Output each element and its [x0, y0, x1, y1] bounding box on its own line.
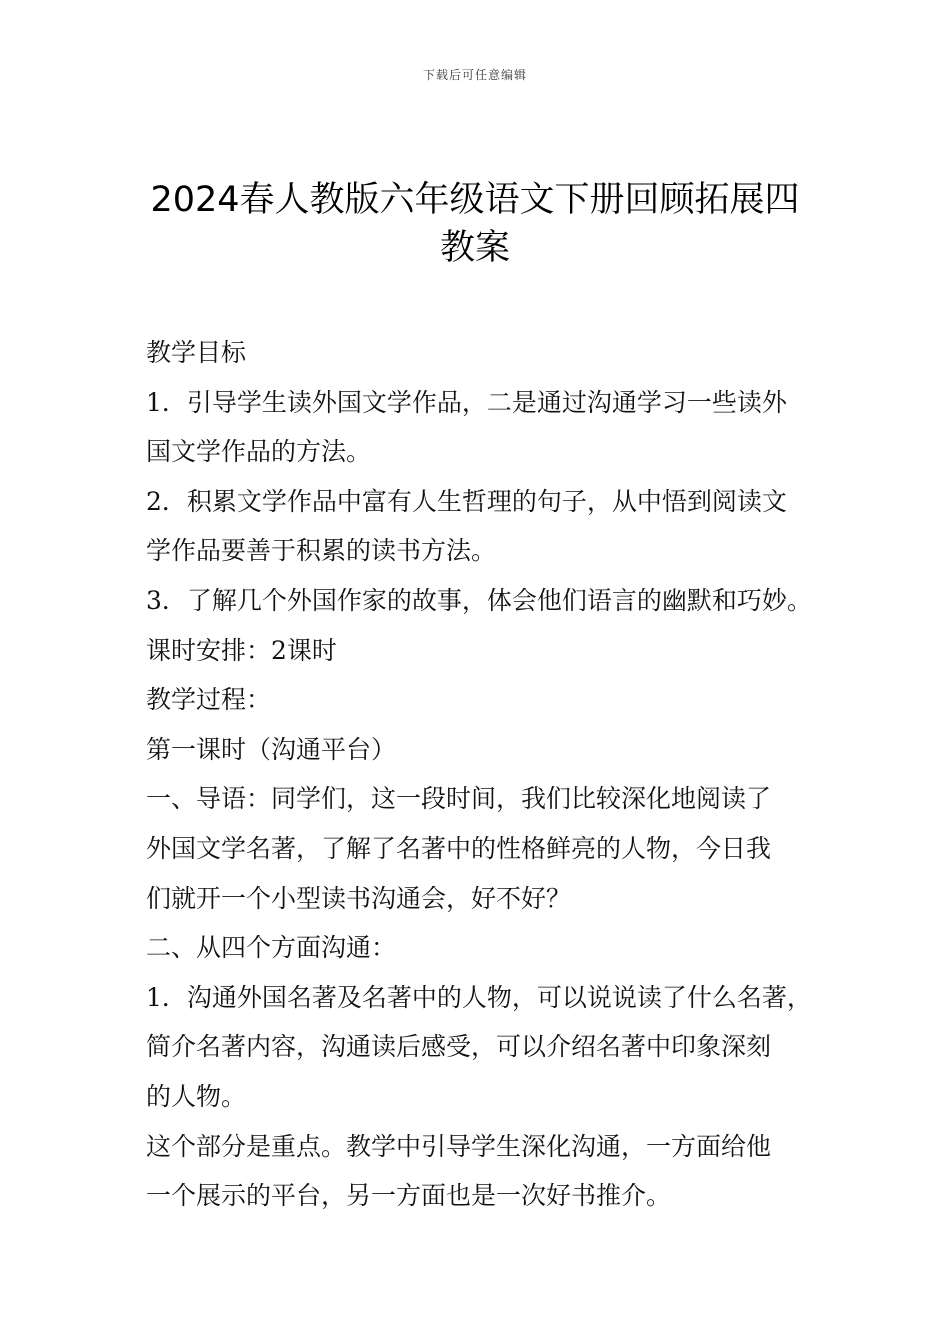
paragraph-line: 国文学作品的方法。: [146, 437, 372, 467]
paragraph-line: 课时安排：2课时: [146, 635, 337, 665]
title-line-2: 教案: [439, 228, 510, 268]
paragraph-line: 3．了解几个外国作家的故事，体会他们语言的幽默和巧妙。: [146, 585, 812, 615]
paragraph-line: 2．积累文学作品中富有人生哲理的句子，从中悟到阅读文: [146, 486, 787, 516]
paragraph-line: 一个展示的平台，另一方面也是一次好书推介。: [146, 1181, 672, 1211]
paragraph-line: 简介名著内容，沟通读后感受，可以介绍名著中印象深刻: [146, 1032, 772, 1062]
title-line-1: 2024春人教版六年级语文下册回顾拓展四: [150, 180, 800, 220]
paragraph-line: 外国文学名著，了解了名著中的性格鲜亮的人物，今日我: [146, 833, 772, 863]
paragraph-line: 们就开一个小型读书沟通会，好不好？: [146, 883, 572, 913]
document-title: [100, 176, 850, 272]
paragraph-line: 学作品要善于积累的读书方法。: [146, 536, 497, 566]
paragraph-line: 1．引导学生读外国文学作品，二是通过沟通学习一些读外: [146, 387, 787, 417]
paragraph-line: 这个部分是重点。教学中引导学生深化沟通，一方面给他: [146, 1131, 772, 1161]
section-heading-first-lesson: 第一课时（沟通平台）: [146, 734, 397, 764]
page-header-note: 下载后可任意编辑: [422, 68, 527, 82]
paragraph-line: 1．沟通外国名著及名著中的人物，可以说说读了什么名著，: [146, 982, 812, 1012]
document-body: [146, 328, 846, 1221]
section-heading-teaching-goals: 教学目标: [146, 338, 247, 367]
paragraph-line: 的人物。: [146, 1081, 247, 1111]
paragraph-line: 一、导语：同学们，这一段时间，我们比较深化地阅读了: [146, 784, 772, 814]
section-heading-process: 教学过程：: [146, 685, 272, 715]
paragraph-line: 二、从四个方面沟通：: [146, 933, 397, 963]
